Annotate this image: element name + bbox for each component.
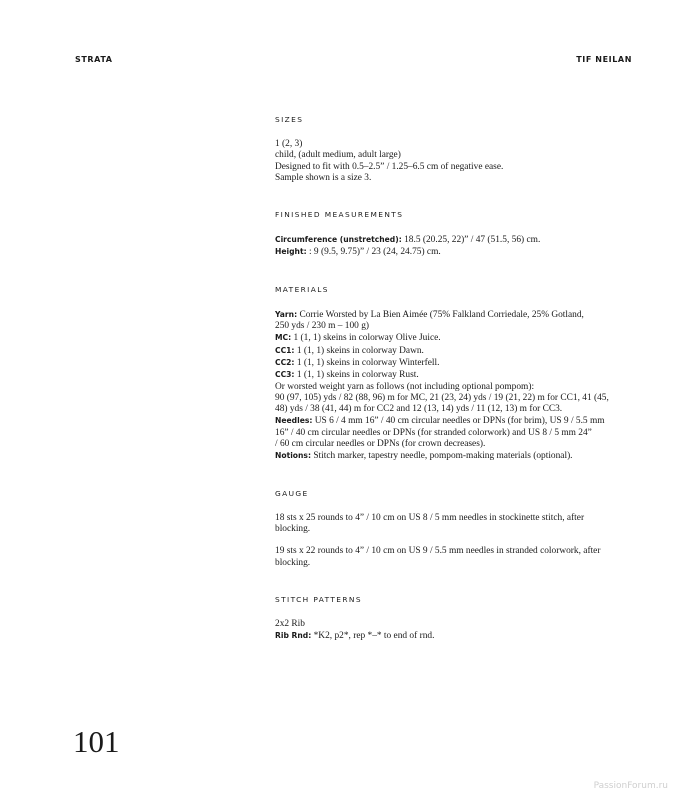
needles-line xyxy=(275,415,635,427)
sizes-line: 1 (2, 3) xyxy=(275,139,303,149)
gauge-line: blocking. xyxy=(275,523,311,534)
notions-value: Stitch marker, tapestry needle, pompom-making materials (optional). xyxy=(311,451,573,462)
alt-yarn-line: Or worsted weight yarn as follows (not including optional pompom): xyxy=(275,381,535,392)
needles-line-cont: / 60 cm circular needles or DPNs (for crown decreases). xyxy=(275,439,486,450)
header-pattern-name: STRATA xyxy=(75,55,113,64)
sizes-title: SIZES xyxy=(275,115,304,124)
gauge-colorwork xyxy=(275,546,635,569)
yarn-value: Corrie Worsted by La Bien Aimée (75% Falkland Corriedale, 25% Gotland, xyxy=(297,309,584,320)
yarn-label: Yarn: xyxy=(275,309,298,319)
header-designer-name: TIF NEILAN xyxy=(576,55,632,64)
cc3-label: CC3: xyxy=(275,370,295,380)
page-number: 101 xyxy=(73,724,120,759)
rib-rnd-line xyxy=(275,630,635,642)
materials-title: MATERIALS xyxy=(275,284,329,294)
height-label: Height: xyxy=(275,247,307,257)
alt-yarn-line: 90 (97, 105) yds / 82 (88, 96) m for MC, 21 (23, 24) yds / 19 (21, 22) m for CC1, 41 (45, xyxy=(275,392,609,403)
sizes-line: child, (adult medium, adult large) xyxy=(275,150,401,161)
height-line xyxy=(275,246,635,258)
yarn-line-cont: 250 yds / 230 m – 100 g) xyxy=(275,321,370,332)
needles-value: US 6 / 4 mm 16” / 40 cm circular needles or DPNs (for brim), US 9 / 5.5 mm xyxy=(312,416,605,427)
mc-label: MC: xyxy=(275,333,292,343)
cc1-value: 1 (1, 1) skeins in colorway Dawn. xyxy=(294,345,424,356)
gauge-line: 19 sts x 22 rounds to 4” / 10 cm on US 9 / 5.5 mm needles in stranded colorwork, after xyxy=(275,546,601,557)
sizes-section xyxy=(275,114,635,184)
cc2-line xyxy=(275,357,635,369)
stitch-patterns-title: STITCH PATTERNS xyxy=(275,594,362,604)
rib-rnd-value: *K2, p2*, rep *–* to end of rnd. xyxy=(311,631,435,642)
cc1-label: CC1: xyxy=(275,345,295,355)
circumference-line xyxy=(275,234,635,246)
gauge-line: blocking. xyxy=(275,557,311,568)
cc2-label: CC2: xyxy=(275,357,295,367)
finished-measurements-section xyxy=(275,209,635,259)
circumference-label: Circumference (unstretched): xyxy=(275,235,402,245)
materials-section xyxy=(275,284,635,463)
cc1-line xyxy=(275,345,635,357)
cc2-value: 1 (1, 1) skeins in colorway Winterfell. xyxy=(294,357,440,368)
sizes-line: Sample shown is a size 3. xyxy=(275,172,372,183)
gauge-line: 18 sts x 25 rounds to 4” / 10 cm on US 8 / 5 mm needles in stockinette stitch, after xyxy=(275,512,585,523)
needles-line-cont: 16” / 40 cm circular needles or DPNs (for stranded colorwork) and US 8 / 5 mm 24” xyxy=(275,427,592,438)
rib-rnd-label: Rib Rnd: xyxy=(275,631,312,641)
cc3-value: 1 (1, 1) skeins in colorway Rust. xyxy=(294,370,419,381)
sizes-line: Designed to fit with 0.5–2.5” / 1.25–6.5 cm of negative ease. xyxy=(275,161,504,172)
height-value: : 9 (9.5, 9.75)” / 23 (24, 24.75) cm. xyxy=(306,247,441,258)
pattern-details xyxy=(275,114,635,667)
alt-yarn-line: 48) yds / 38 (41, 44) m for CC2 and 12 (13, 14) yds / 11 (12, 13) m for CC3. xyxy=(275,404,563,415)
notions-line xyxy=(275,450,635,462)
gauge-stockinette xyxy=(275,513,635,536)
circumference-value: 18.5 (20.25, 22)” / 47 (51.5, 56) cm. xyxy=(401,235,541,246)
finished-measurements-title: FINISHED MEASUREMENTS xyxy=(275,210,404,220)
mc-line xyxy=(275,332,635,344)
rib-name: 2x2 Rib xyxy=(275,618,305,629)
notions-label: Notions: xyxy=(275,451,311,461)
gauge-title: GAUGE xyxy=(275,488,309,498)
gauge-section xyxy=(275,488,635,569)
stitch-patterns-section xyxy=(275,594,635,643)
yarn-line xyxy=(275,309,635,321)
cc3-line xyxy=(275,369,635,381)
needles-label: Needles: xyxy=(275,416,313,426)
watermark: PassionForum.ru xyxy=(593,781,668,791)
mc-value: 1 (1, 1) skeins in colorway Olive Juice. xyxy=(291,333,441,344)
